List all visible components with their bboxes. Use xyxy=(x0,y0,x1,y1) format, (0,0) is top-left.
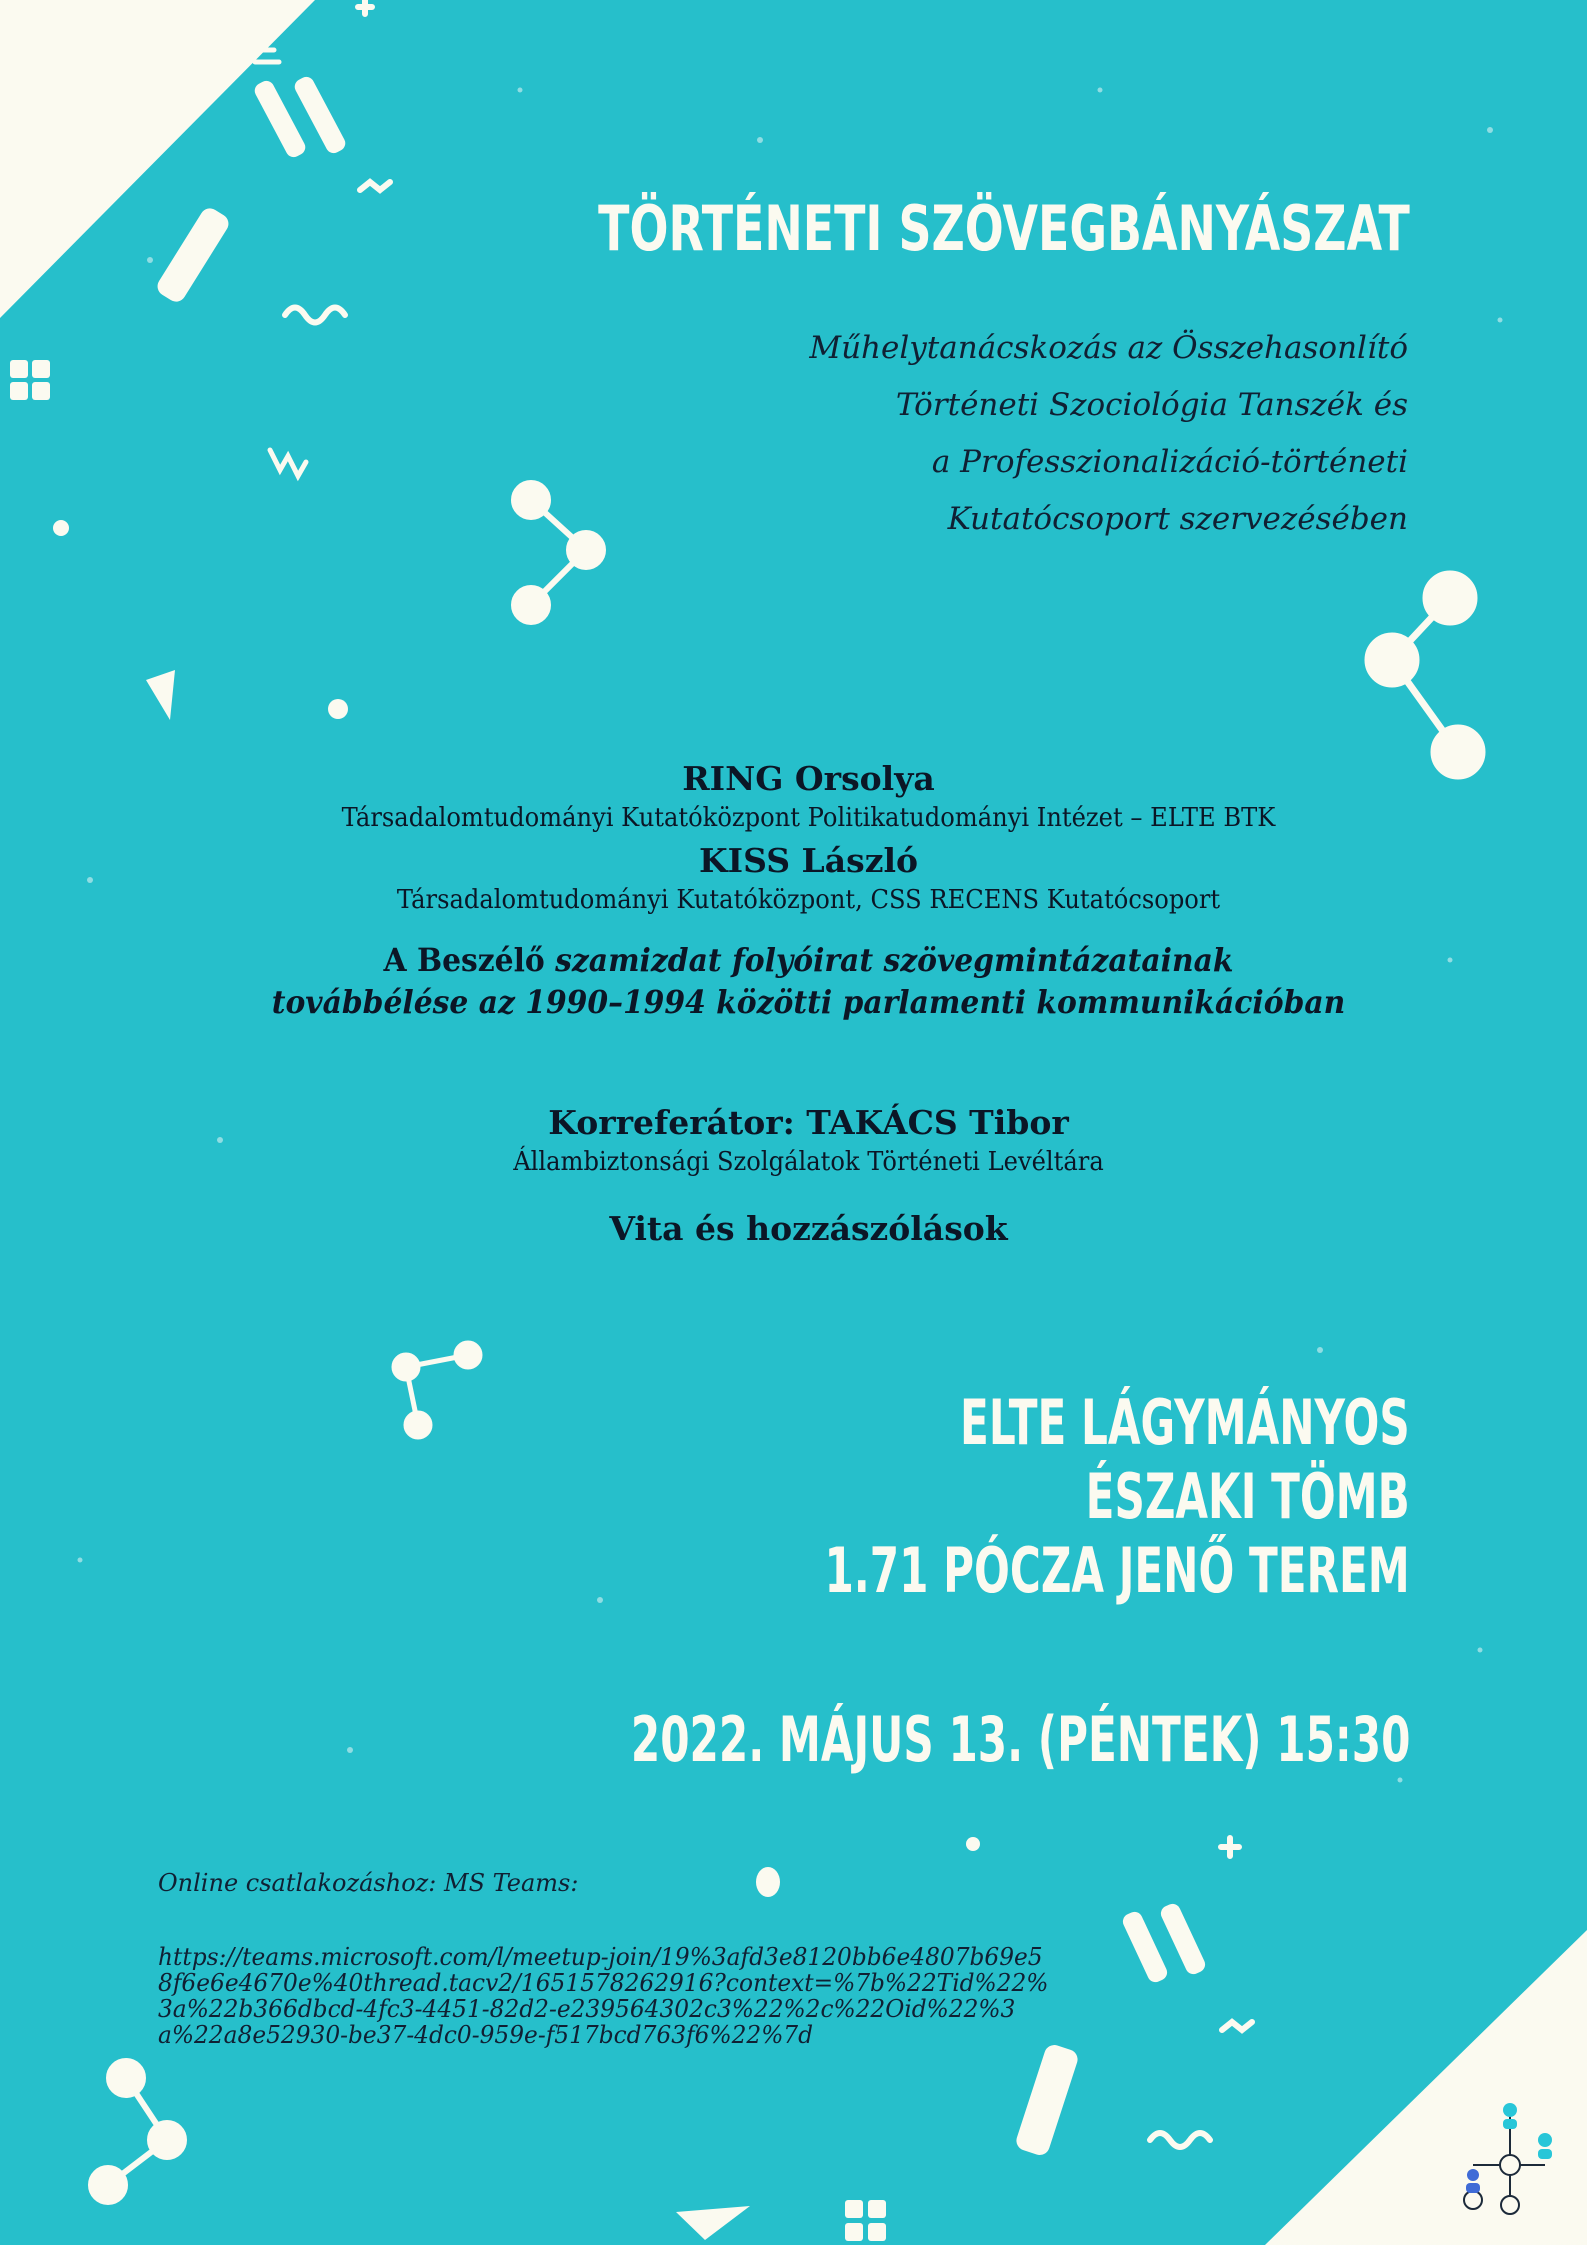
discussion-label: Vita és hozzászólások xyxy=(609,1209,1008,1248)
speaker-name: KISS László xyxy=(699,841,918,880)
speaker-affiliation: Társadalomtudományi Kutatóközpont Politikatudományi Intézet – ELTE BTK xyxy=(341,803,1276,833)
venue-block xyxy=(825,1386,1410,1608)
subtitle-line: Kutatócsoport szervezésében xyxy=(947,501,1408,537)
molecule-icon xyxy=(91,2061,184,2202)
talk-title-line: továbbélése az 1990–1994 közötti parlamenti kommunikációban xyxy=(271,983,1346,1021)
event-title: TÖRTÉNETI SZÖVEGBÁNYÁSZAT xyxy=(598,192,1410,265)
discussant-affiliation: Állambiztonsági Szolgálatok Történeti Levéltára xyxy=(513,1147,1104,1177)
subtitle-line: a Professzionalizáció-történeti xyxy=(931,444,1408,480)
online-join-block xyxy=(158,1870,1078,2048)
molecule-icon xyxy=(394,1343,480,1437)
discussant-block xyxy=(210,1102,1407,1250)
date-time-block xyxy=(630,1703,1410,1777)
date-time: 2022. MÁJUS 13. (PÉNTEK) 15:30 xyxy=(630,1703,1410,1776)
venue-line: 1.71 PÓCZA JENŐ TEREM xyxy=(824,1534,1410,1607)
teams-link[interactable]: https://teams.microsoft.com/l/meetup-join/19%3afd3e8120bb6e4807b69e58f6e6e4670e%40thread.tacv2/1651578262916?context=%7b%22Tid%22%3a%22b366dbcd-4fc3-4451-82d2-e239564302c3%22%2c%22Oid%22%3a%22a8e52930-be37-4dc0-959e-f517bcd763f6%22%7d xyxy=(158,1943,1049,2049)
journal-name: A Beszélő xyxy=(383,941,556,979)
subtitle-line: Történeti Szociológia Tanszék és xyxy=(895,387,1408,423)
online-label: Online csatlakozáshoz: MS Teams: xyxy=(158,1869,579,1897)
venue-line: ELTE LÁGYMÁNYOS xyxy=(960,1386,1410,1459)
talk-title xyxy=(210,939,1407,1023)
speaker-name: RING Orsolya xyxy=(682,759,935,798)
speaker-affiliation: Társadalomtudományi Kutatóközpont, CSS RECENS Kutatócsoport xyxy=(396,885,1221,915)
molecule-icon xyxy=(514,483,603,622)
organizers-subtitle xyxy=(809,320,1408,548)
network-logo-icon xyxy=(1455,2095,1565,2225)
molecule-icon xyxy=(1368,574,1482,776)
subtitle-line: Műhelytanácskozás az Összehasonlító xyxy=(809,330,1408,366)
speakers-block xyxy=(210,758,1407,918)
talk-title-text: szamizdat folyóirat szövegmintázatainak xyxy=(555,941,1234,979)
discussant-label: Korreferátor: TAKÁCS Tibor xyxy=(548,1103,1069,1142)
talk-title-line xyxy=(252,939,1365,981)
venue-line: ÉSZAKI TÖMB xyxy=(1085,1460,1410,1533)
